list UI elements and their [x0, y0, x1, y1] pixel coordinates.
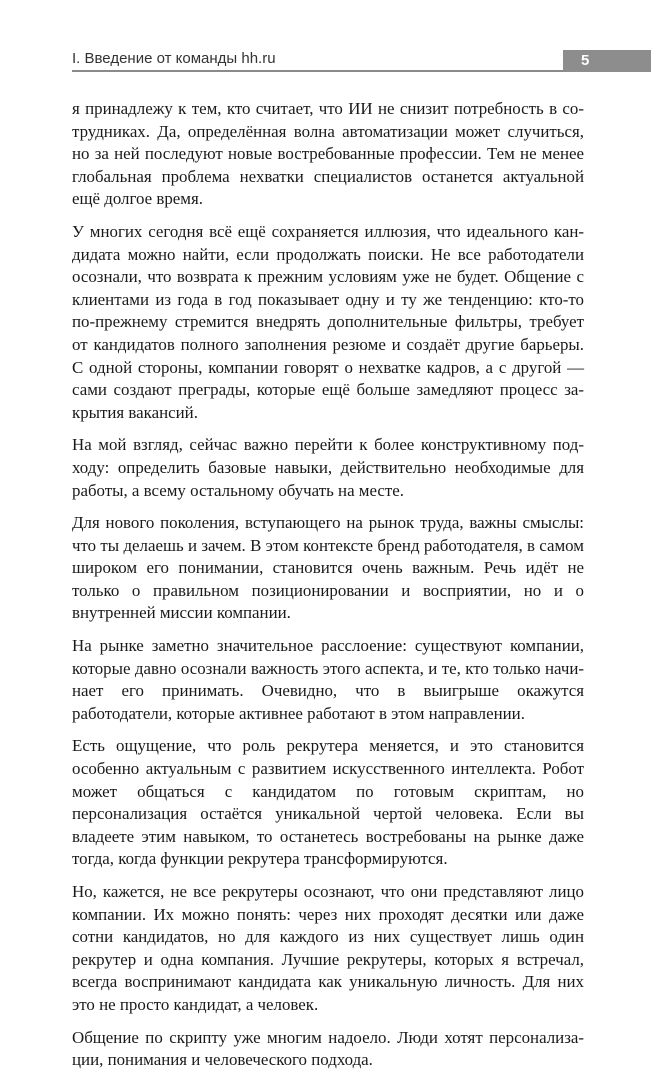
paragraph: Общение по скрипту уже многим надоело. Люди хотят персонализации, понимания и человеческого подхода.: [72, 1027, 584, 1070]
page-number: 5: [563, 50, 651, 72]
paragraph: Для нового поколения, вступающего на рынок труда, важны смыслы: что ты делаешь и зачем. В этом контексте бренд работодателя, в самом широком его понимании, становится очень важным. Речь идёт не только о правильном позиционировании и восприятии, но и о внутренней миссии компании.: [72, 513, 584, 623]
header-rule: [72, 70, 570, 72]
paragraph: Но, кажется, не все рекрутеры осознают, что они представляют лицо компании. Их можно понять: через них проходят десятки или даже сотни кандидатов, но для каждого из них существует лишь один рекрутер и одна компания. Лучшие рекрутеры, которых я встречал, всегда воспринимают кандидата как уникальную личность. Для них это не просто кандидат, а человек.: [72, 882, 584, 1014]
paragraph: я принадлежу к тем, кто считает, что ИИ не снизит потребность в сотрудниках. Да, определённая волна автоматизации может случиться, но за ней последуют новые востребованные профессии. Тем не менее глобальная проблема нехватки специалистов останется актуальной ещё долгое время.: [72, 99, 584, 209]
body-text: [72, 98, 584, 1082]
paragraph: У многих сегодня всё ещё сохраняется иллюзия, что идеального кандидата можно найти, если продолжать поиски. Не все работодатели осознали, что возврата к прежним условиям уже не будет. Общение с клиентами из года в год показывает одну и ту же тенденцию: кто-то по-прежнему стремится внедрять дополнительные фильтры, требует от кандидатов полного заполнения резюме и создаёт другие барьеры. С одной стороны, компании говорят о нехватке кадров, а с другой — сами создают преграды, которые ещё больше замедляют процесс закрытия вакансий.: [72, 221, 584, 422]
paragraph: На рынке заметно значительное расслоение: существуют компании, которые давно осознали важность этого аспекта, и те, кто только начинает его принимать. Очевидно, что в выигрыше окажутся работодатели, которые активнее работают в этом направлении.: [72, 636, 584, 723]
section-title: I. Введение от команды hh.ru: [72, 50, 276, 67]
paragraph: Есть ощущение, что роль рекрутера меняется, и это становится особенно актуальным с развитием искусственного интеллекта. Робот может общаться с кандидатом по готовым скриптам, но персонализация остаётся уникальной чертой человека. Если вы владеете этим навыком, то останетесь востребованы на рынке даже тогда, когда функции рекрутера трансформируются.: [72, 736, 584, 869]
paragraph: На мой взгляд, сейчас важно перейти к более конструктивному подходу: определить базовые навыки, действительно необходимые для работы, а всему остальному обучать на месте.: [72, 435, 584, 500]
